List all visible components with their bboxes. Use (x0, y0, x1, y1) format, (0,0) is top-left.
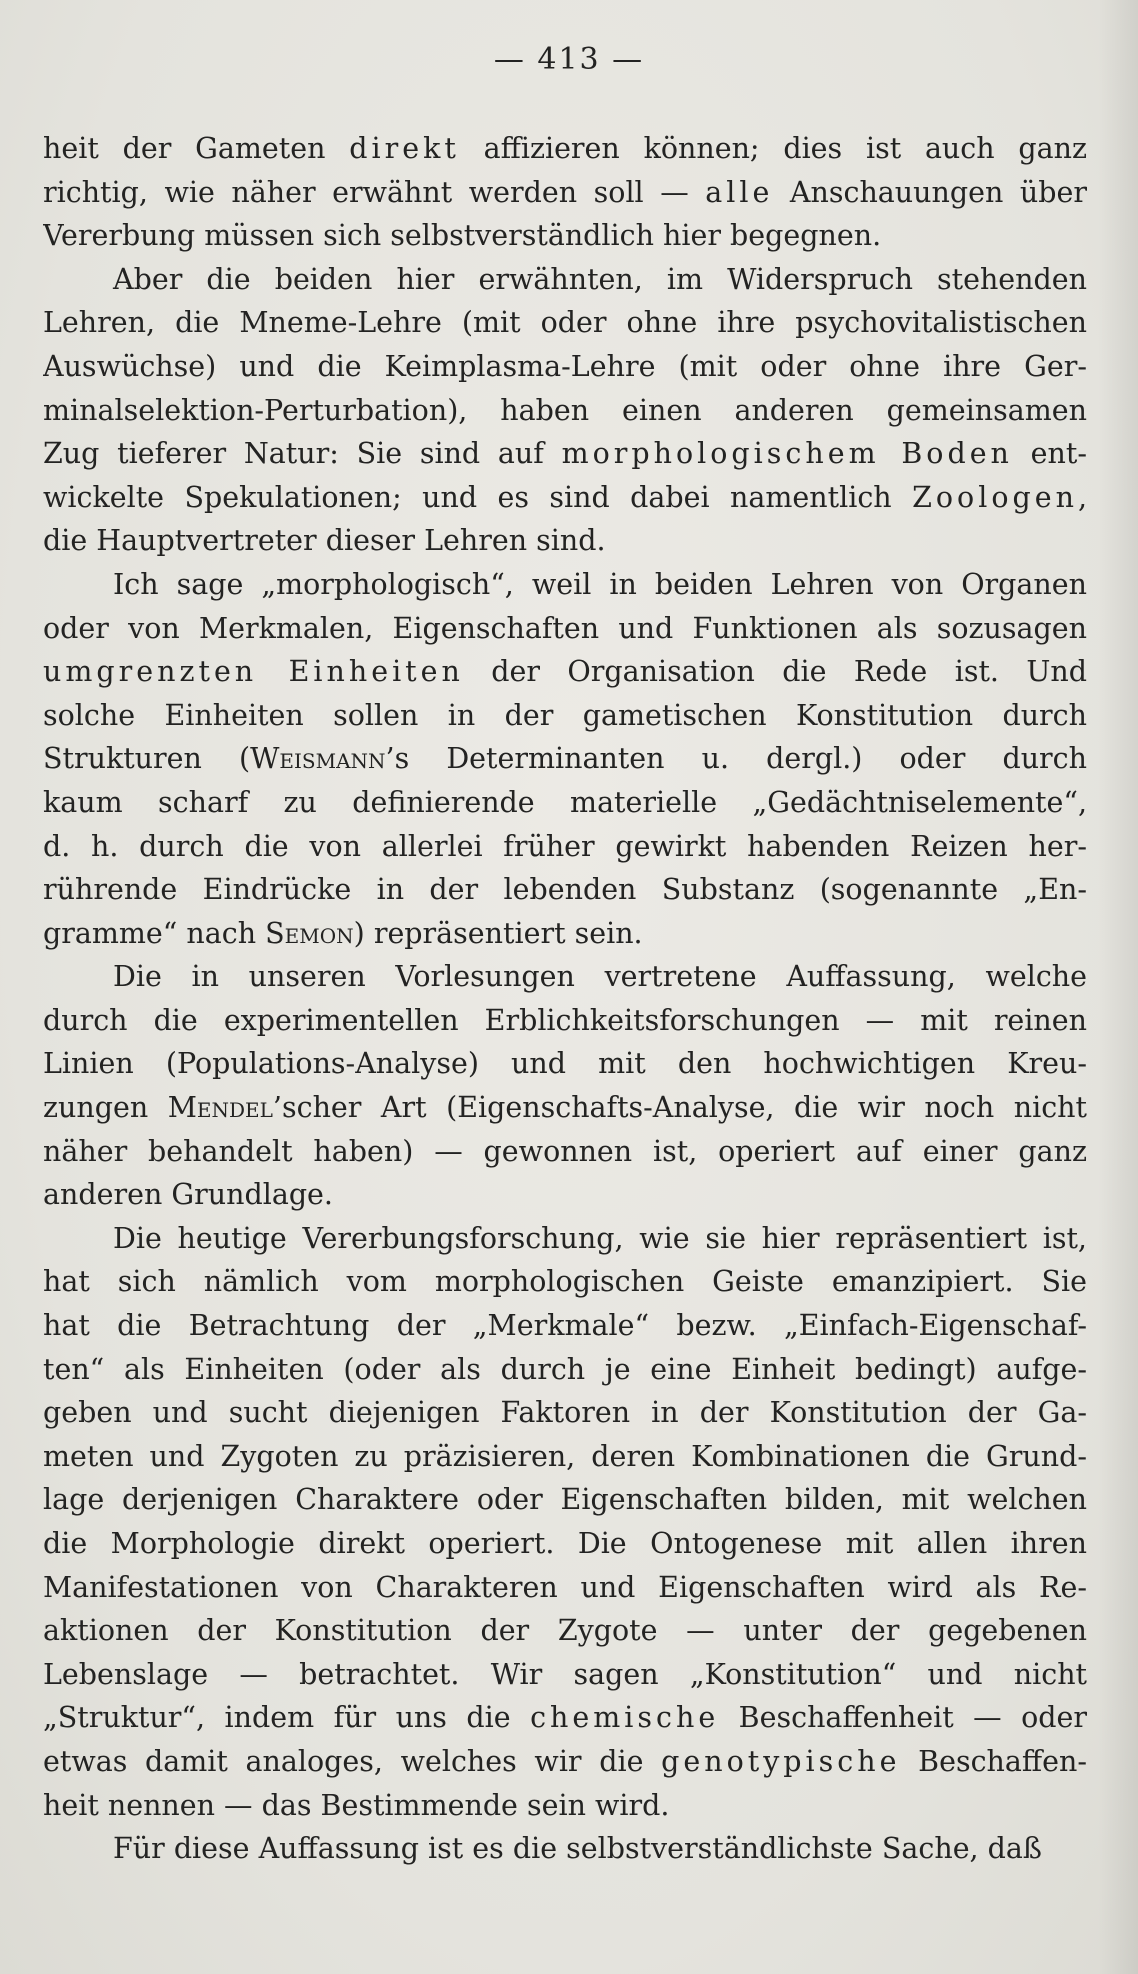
text-line (43, 519, 1087, 563)
text-line (43, 1740, 1087, 1784)
text-run: hat die Betrachtung der „Merkmale“ bezw. „Einfach-Eigenschaf- (43, 1309, 1087, 1343)
text-line (43, 1130, 1087, 1174)
text-line (43, 999, 1087, 1043)
text-run: zungen (43, 1091, 168, 1125)
text-line (43, 781, 1087, 825)
spaced-emphasis: morphologischem Boden (561, 437, 1013, 471)
text-line (43, 301, 1087, 345)
text-run: Linien (Populations-Analyse) und mit den hochwichtigen Kreu- (43, 1047, 1087, 1081)
text-run: Die heutige Vererbungsforschung, wie sie hier repräsentiert ist, (113, 1221, 1087, 1255)
text-run: Strukturen ( (43, 742, 251, 776)
text-run: Die in unseren Vorlesungen vertretene Auffassung, welche (113, 960, 1087, 994)
text-run: durch die experimentellen Erblichkeitsforschungen — mit reinen (43, 1003, 1087, 1037)
text-run: ten“ als Einheiten (oder als durch je eine Einheit bedingt) aufge- (43, 1352, 1087, 1386)
text-line (43, 127, 1087, 171)
text-run: geben und sucht diejenigen Faktoren in der Konstitution der Ga- (43, 1396, 1087, 1430)
text-run: näher behandelt haben) — gewonnen ist, operiert auf einer ganz (43, 1134, 1087, 1168)
spaced-emphasis: umgrenzten Einheiten (43, 655, 464, 689)
text-run: Aber die beiden hier erwähnten, im Widerspruch stehenden (113, 262, 1087, 296)
text-line (43, 563, 1087, 607)
text-run: ’s Determinanten u. dergl.) oder durch (385, 742, 1087, 776)
text-line (43, 1566, 1087, 1610)
text-run: lage derjenigen Charaktere oder Eigenschaften bilden, mit welchen (43, 1483, 1087, 1517)
spaced-emphasis: direkt (349, 132, 460, 165)
text-line (43, 825, 1087, 869)
text-line (43, 476, 1087, 520)
author-name: Semon (265, 916, 354, 950)
text-run: Beschaffen- (900, 1744, 1087, 1778)
text-run: Ich sage „morphologisch“, weil in beiden Lehren von Organen (113, 567, 1087, 601)
text-run: Beschaffenheit — oder (719, 1701, 1087, 1735)
text-run: etwas damit analoges, welches wir die (43, 1744, 662, 1778)
text-run: anderen Grundlage. (43, 1178, 333, 1212)
spaced-emphasis: chemische (530, 1701, 720, 1735)
text-line (43, 1522, 1087, 1566)
text-line (43, 607, 1087, 651)
body-text (43, 127, 1087, 1871)
text-line (43, 214, 1087, 258)
text-run: heit nennen — das Bestimmende sein wird. (43, 1788, 670, 1822)
text-line (43, 1696, 1087, 1740)
spaced-emphasis: alle (705, 175, 774, 209)
text-run: Vererbung müssen sich selbstverständlich hier begegnen. (43, 219, 882, 253)
text-line (43, 1173, 1087, 1217)
text-run: die Hauptvertreter dieser Lehren sind. (43, 524, 606, 558)
spaced-emphasis: genotypische (661, 1744, 901, 1778)
text-line (43, 1653, 1087, 1697)
text-run: Lehren, die Mneme-Lehre (mit oder ohne ihre psychovitalistischen (43, 306, 1087, 340)
text-line (43, 912, 1087, 956)
text-line (43, 955, 1087, 999)
text-run: heit der Gameten (43, 132, 350, 165)
text-run: Lebenslage — betrachtet. Wir sagen „Konstitution“ und nicht (43, 1657, 1087, 1691)
text-run: Manifestationen von Charakteren und Eigenschaften wird als Re- (43, 1570, 1087, 1604)
text-run: „Struktur“, indem für uns die (43, 1701, 531, 1735)
text-run: affizieren können; dies ist auch ganz (459, 132, 1087, 165)
text-run: der Organisation die Rede ist. Und (463, 655, 1087, 689)
text-run: oder von Merkmalen, Eigenschaften und Funktionen als sozusagen (43, 611, 1087, 645)
page-number: — 413 — (493, 42, 645, 77)
text-line (43, 345, 1087, 389)
text-run: ) repräsentiert sein. (353, 916, 643, 950)
text-run: , (1077, 480, 1087, 514)
text-run: ent- (1012, 437, 1087, 471)
text-line (43, 1784, 1087, 1828)
text-line (43, 1304, 1087, 1348)
text-line (43, 1348, 1087, 1392)
text-line (43, 432, 1087, 476)
text-line (43, 1435, 1087, 1479)
text-run: die Morphologie direkt operiert. Die Ontogenese mit allen ihren (43, 1527, 1087, 1560)
text-line (43, 650, 1087, 694)
text-run: d. h. durch die von allerlei früher gewirkt habenden Reizen her- (43, 829, 1087, 863)
text-line (43, 1478, 1087, 1522)
text-line (43, 1827, 1087, 1871)
text-run: Für diese Auffassung ist es die selbstverständlichste Sache, daß (113, 1832, 1042, 1866)
text-line (43, 1260, 1087, 1304)
text-run: aktionen der Konstitution der Zygote — unter der gegebenen (43, 1614, 1087, 1648)
text-line (43, 1609, 1087, 1653)
text-line (43, 694, 1087, 738)
text-run: gramme“ nach (43, 916, 266, 950)
author-name: Mendel (167, 1091, 273, 1125)
text-line (43, 737, 1087, 781)
text-run: solche Einheiten sollen in der gametischen Konstitution durch (43, 698, 1087, 732)
text-line (43, 1086, 1087, 1130)
text-line (43, 1217, 1087, 1261)
text-line (43, 1042, 1087, 1086)
text-line (43, 389, 1087, 433)
text-run: Auswüchse) und die Keimplasma-Lehre (mit oder ohne ihre Ger- (43, 349, 1087, 383)
text-run: hat sich nämlich vom morphologischen Geiste emanzipiert. Sie (43, 1265, 1087, 1299)
text-run: wickelte Spekulationen; und es sind dabei namentlich (43, 480, 913, 514)
author-name: Weismann (250, 742, 386, 776)
text-run: rührende Eindrücke in der lebenden Substanz (sogenannte „En- (43, 873, 1087, 907)
text-line (43, 1391, 1087, 1435)
text-run: minalselektion-Perturbation), haben einen anderen gemeinsamen (43, 393, 1087, 427)
text-line (43, 258, 1087, 302)
text-run: richtig, wie näher erwähnt werden soll — (43, 175, 706, 209)
text-run: Zug tieferer Natur: Sie sind auf (43, 437, 562, 471)
text-run: ’scher Art (Eigenschafts-Analyse, die wir noch nicht (272, 1091, 1087, 1125)
text-run: Anschauungen über (773, 175, 1087, 209)
page-edge-shadow (1098, 0, 1138, 1974)
text-run: kaum scharf zu definierende materielle „Gedächtniselemente“, (43, 785, 1087, 819)
text-line (43, 171, 1087, 215)
spaced-emphasis: Zoologen (912, 480, 1078, 514)
text-line (43, 868, 1087, 912)
text-run: meten und Zygoten zu präzisieren, deren Kombinationen die Grund- (43, 1439, 1087, 1473)
